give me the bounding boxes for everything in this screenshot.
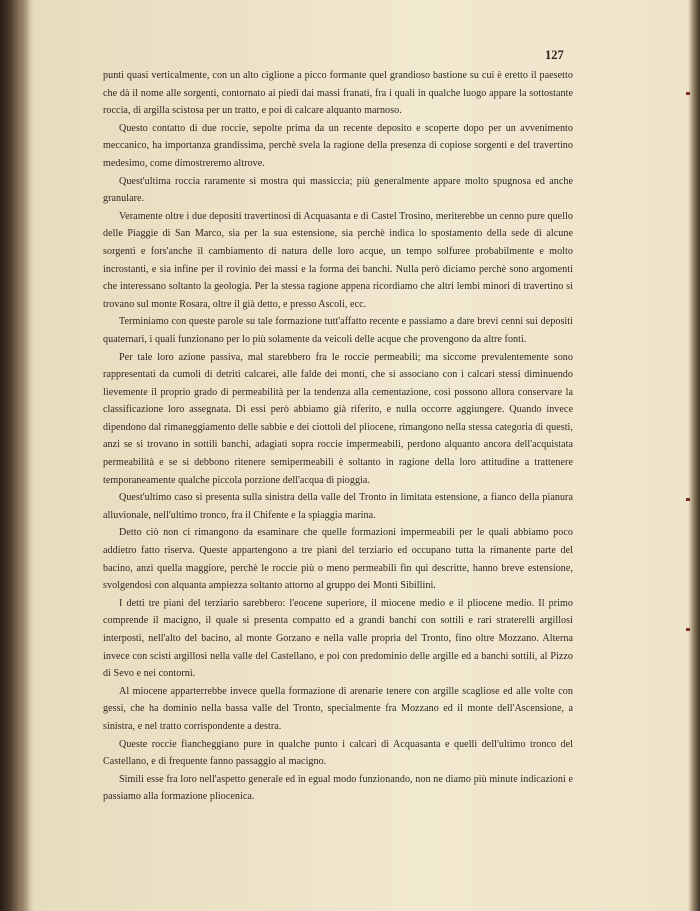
page-number: 127 <box>545 48 564 62</box>
paragraph: Veramente oltre i due depositi travertinosi di Acquasanta e di Castel Trosino, meriterebbe un cenno pure quello delle Piaggie di San Marco, sia per la sua estensione, sia perchè indica lo spostamento della sede di alcune sorgenti e fors'anche il cambiamento di natura delle loro acque, un tempo solfuree probabilmente e molto incrostanti, e sia infine per il rovinio dei massi e la forma dei banchi. Nulla però diciamo perchè sono argomenti che interessano soltanto la geologia. Per la stessa ragione appena ricordiamo che altri lembi minori di travertino si trovano sul monte Rosara, oltre il già detto, e presso Ascoli, ecc. <box>103 210 573 310</box>
paragraph: Per tale loro azione passiva, mal starebbero fra le roccie permeabili; ma siccome prevalentemente sono rappresentati da cumoli di detriti calcarei, alle falde dei monti, che si associano con i calcari stessi diminuendo lievemente il proprio grado di permeabilità per la tendenza alla cementazione, così possono allora conservare la classificazione loro assegnata. Di essi però abbiamo già riferito, e nulla occorre aggiungere. Quando invece dipendono dal rimaneggiamento delle sabbie e dei ciottoli del pliocene, rimangono nella stessa categoria di questi, anzi se si trovano in sottili banchi, adagiati sopra roccie impermeabili, perdono alquanto ancora dell'acquistata permeabilità e se si debbono ritenere semipermeabili è soltanto in ragione della loro attitudine a trattenere temporaneamente qualche piccola porzione dell'acqua di pioggia. <box>103 351 573 486</box>
paragraph: Al miocene apparterrebbe invece quella formazione di arenarie tenere con argille scagliose ed alle volte con gessi, che ha dominio nella bassa valle del Tronto, specialmente fra Mozzano ed il monte dell'Ascensione, a sinistra, e nel tratto corrispondente a destra. <box>103 685 573 732</box>
paragraph: punti quasi verticalmente, con un alto ciglione a picco formante quel grandioso bastione su cui è eretto il paesetto che dà il nome alle sorgenti, contornato ai piedi dai massi franati, fra i quali in qualche luogo appare la sottostante roccia, di argilla scistosa per un tratto, e poi di calcare alquanto marnoso. <box>103 70 573 117</box>
paragraph: Simili esse fra loro nell'aspetto generale ed in egual modo funzionando, non ne diamo più minute indicazioni e passiamo alla formazione pliocenica. <box>103 773 573 803</box>
body-text <box>103 67 573 806</box>
paragraph: I detti tre piani del terziario sarebbero: l'eocene superiore, il miocene medio e il pliocene medio. Il primo comprende il macigno, il quale si presenta compatto ed a grandi banchi con sottili e rari straterelli argillosi interposti, nell'alto del bacino, al monte Gorzano e nella valle propria del Tronto, fino oltre Mozzano. Alterna invece con scisti argillosi nella valle del Castellano, e poi con predominio delle argille ed a banchi sottili, al Pizzo di Sevo e nei contorni. <box>103 597 573 680</box>
margin-mark <box>686 628 690 631</box>
margin-mark <box>686 498 690 501</box>
margin-mark <box>686 92 690 95</box>
paragraph: Detto ciò non ci rimangono da esaminare che quelle formazioni impermeabili per le quali abbiamo poco addietro fatto riserva. Queste appartengono a tre piani del terziario ed occupano tutta la rimanente parte del bacino, anzi quella maggiore, perchè le roccie più o meno permeabili fin qui descritte, hanno breve estensione, svolgendosi con alquanta ampiezza soltanto attorno al gruppo dei Monti Sibillini. <box>103 527 573 592</box>
page-edge-right <box>688 0 700 911</box>
paragraph: Quest'ultima roccia raramente si mostra qui massiccia; più generalmente appare molto spugnosa ed anche granulare. <box>103 175 573 205</box>
paragraph: Queste roccie fiancheggiano pure in qualche punto i calcari di Acquasanta e quelli dell'ultimo tronco del Castellano, e di frequente fanno passaggio al macigno. <box>103 738 573 768</box>
paragraph: Questo contatto di due roccie, sepolte prima da un recente deposito e scoperte dopo per un avvenimento meccanico, ha importanza grandissima, perchè svela la ragione della presenza di copiose sorgenti e del travertino medesimo, come dimostreremo altrove. <box>103 122 573 169</box>
paragraph: Quest'ultimo caso si presenta sulla sinistra della valle del Tronto in limitata estensione, a fianco della pianura alluvionale, nell'ultimo tronco, fra il Chifente e la spiaggia marina. <box>103 492 573 521</box>
paragraph: Terminiamo con queste parole su tale formazione tutt'affatto recente e passiamo a dare brevi cenni sui depositi quaternari, i quali funzionano per lo più solamente da veicoli delle acque che provengono da altre fonti. <box>103 316 573 345</box>
book-binding-shadow <box>0 0 30 911</box>
